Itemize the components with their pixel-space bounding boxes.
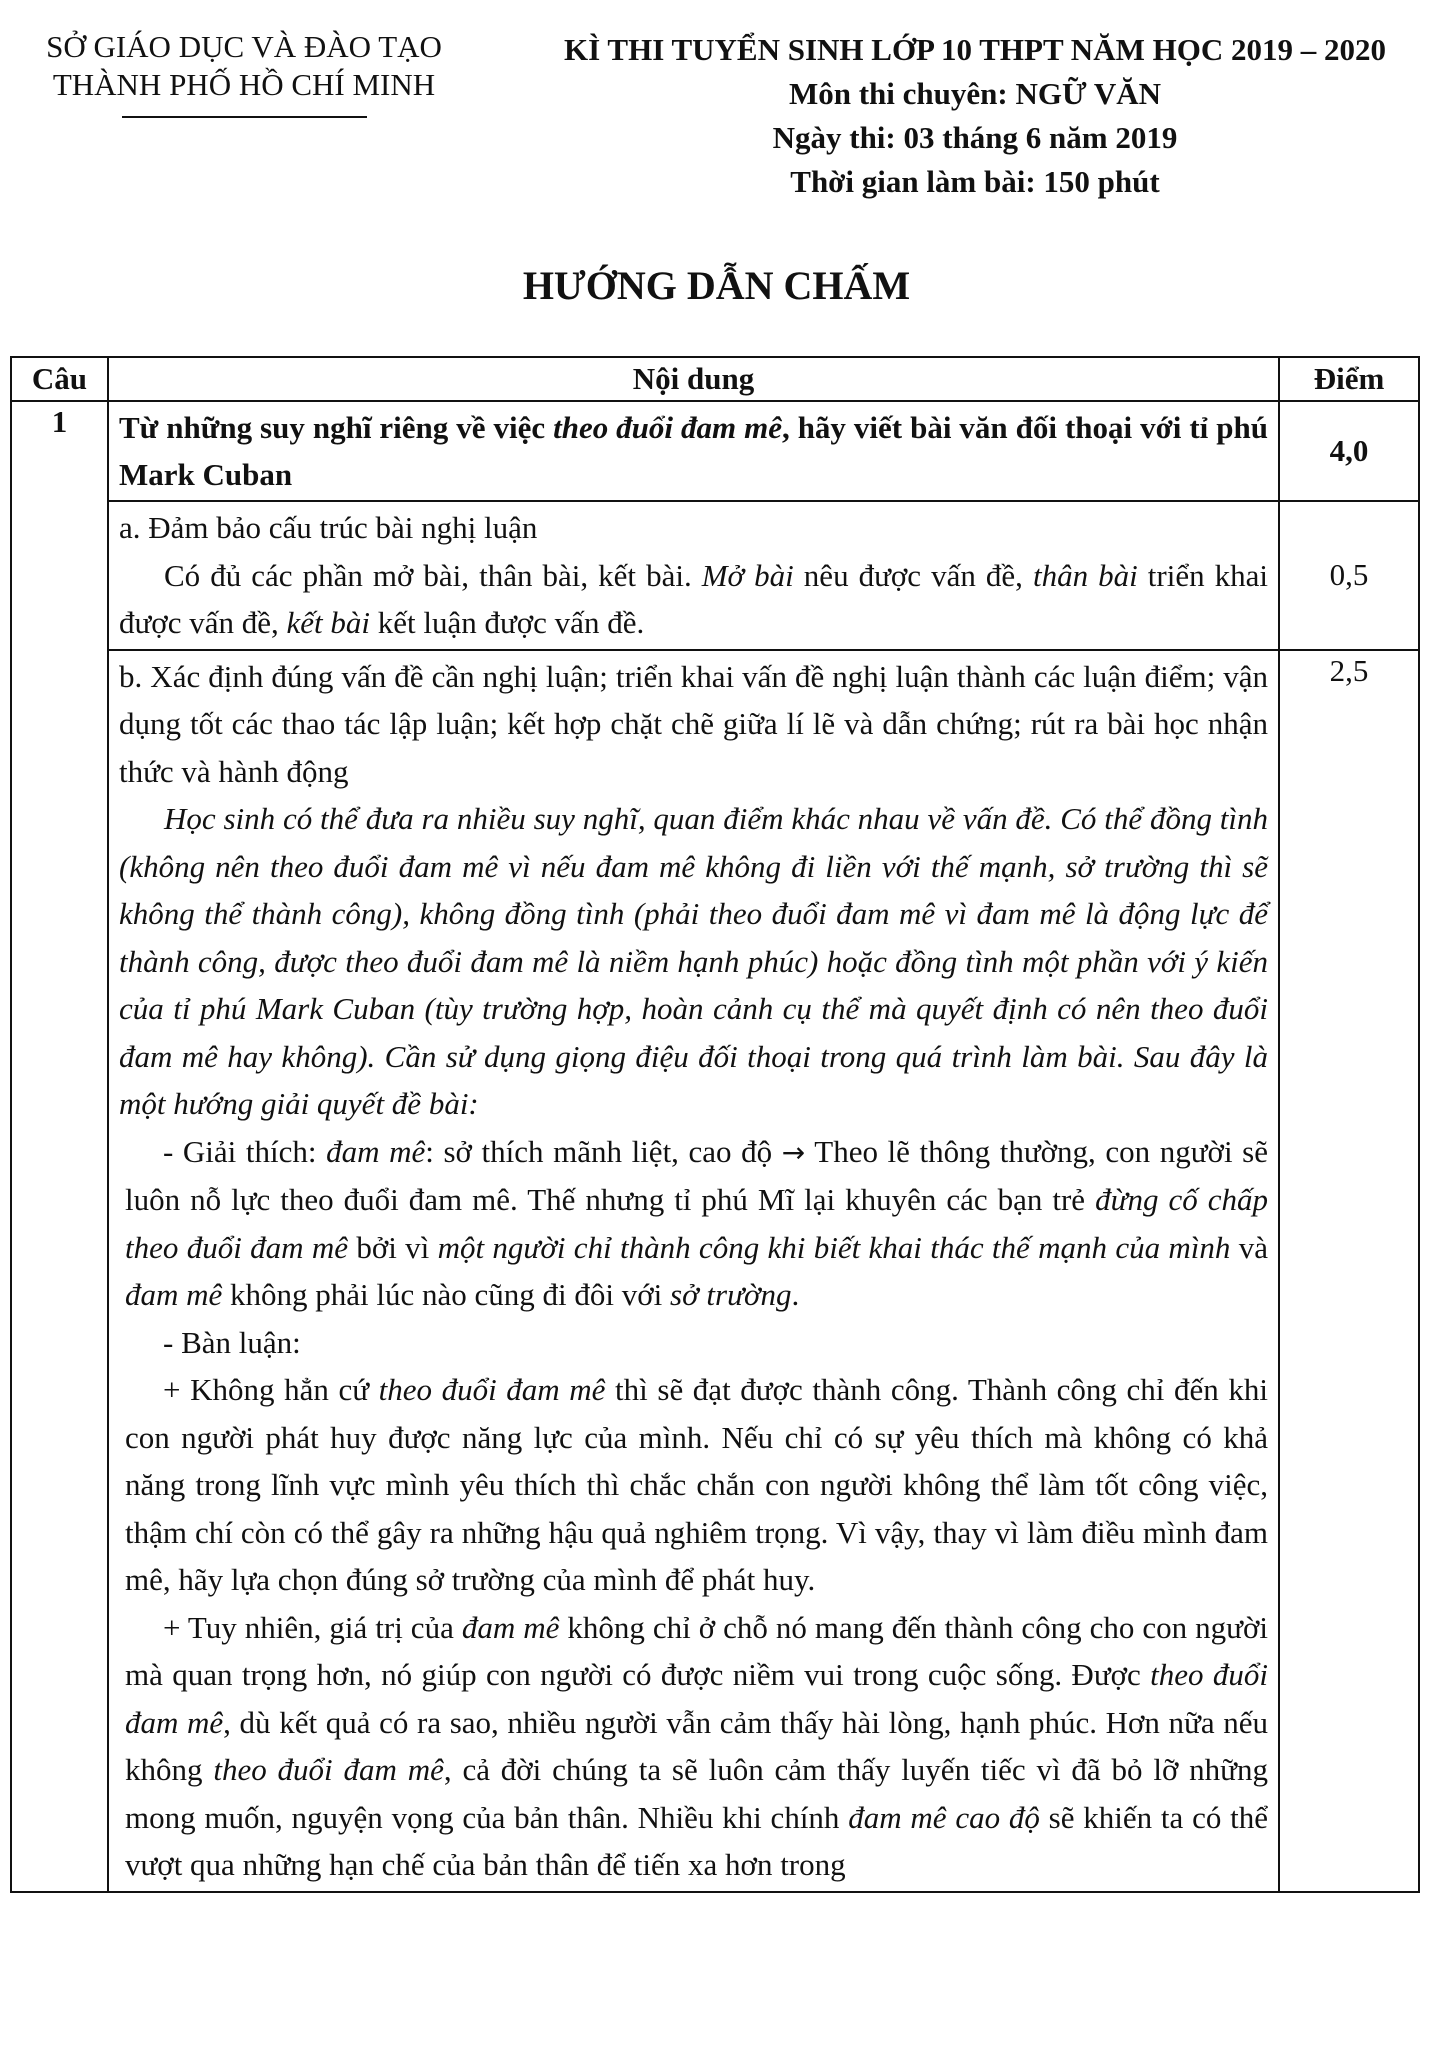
explain-span-10: không phải lúc nào cũng đi đôi với (222, 1277, 671, 1312)
part-a-span-2: Mở bài (701, 557, 794, 593)
header-question: Câu (11, 357, 108, 401)
part-a-span-4: thân bài (1032, 557, 1138, 593)
point2-span-6: theo đuổi đam mê (213, 1752, 444, 1787)
point2-span-4: theo đuổi đam mê (125, 1657, 1268, 1740)
point2-span-7: , cả đời chúng ta sẽ luôn cảm thấy luyến tiếc vì đã bỏ lỡ những mong muốn, nguyện vọng của bản thân. Nhiều khi chính (125, 1752, 1268, 1835)
arrow-right-icon: → (781, 1135, 806, 1169)
part-a-score: 0,5 (1279, 501, 1419, 650)
part-b-discuss-label: - Bàn luận: (163, 1324, 301, 1360)
point2-span-2: đam mê (461, 1609, 560, 1645)
point1-span-1: + Không hẳn cứ (163, 1372, 379, 1407)
part-a-span-1: Có đủ các phần mở bài, thân bài, kết bài. (164, 557, 702, 593)
table-header-row (11, 357, 1419, 401)
point1-span-3: thì sẽ đạt được thành công. Thành công chỉ đến khi con người phát huy được năng lực của mình. Nếu chỉ có sự yêu thích mà không có khả năng trong lĩnh vực mình yêu thích thì chắc chắn con người không thể làm tốt công việc, thậm chí còn có thể gây ra những hậu quả nghiêm trọng. Vì vậy, thay vì làm điều mình đam mê, hãy lựa chọn đúng sở trường của mình để phát huy. (125, 1372, 1268, 1597)
page-title: HƯỚNG DẪN CHẤM (522, 263, 911, 308)
header-underline (122, 116, 367, 118)
exam-name: KÌ THI TUYỂN SINH LỚP 10 THPT NĂM HỌC 2019 – 2020 (564, 32, 1386, 67)
exam-info (530, 28, 1420, 204)
question-row (11, 401, 1419, 501)
part-a-heading: a. Đảm bảo cấu trúc bài nghị luận (119, 510, 538, 545)
exam-duration: Thời gian làm bài: 150 phút (790, 164, 1160, 199)
authority-line-2: THÀNH PHỐ HỒ CHÍ MINH (52, 67, 436, 102)
explain-span-7: một người chỉ thành công khi biết khai thác thế mạnh của mình (437, 1229, 1231, 1265)
explain-span-8: và (1230, 1229, 1268, 1265)
point1-span-2: theo đuổi đam mê (378, 1372, 606, 1407)
explain-span-2: đam mê (326, 1133, 426, 1169)
part-b-explanation (119, 1128, 1268, 1319)
explain-span-3: : sở thích mãnh liệt, cao độ (425, 1133, 782, 1169)
explain-span-4: Theo lẽ thông thường, con người sẽ luôn nỗ lực theo đuổi đam mê. Thế nhưng tỉ phú Mĩ lại khuyên các bạn trẻ (125, 1133, 1268, 1217)
explain-span-1: - Giải thích: (163, 1133, 327, 1169)
grading-table (10, 356, 1420, 1893)
point2-span-5: , dù kết quả có ra sao, nhiều người vẫn cảm thấy hài lòng, hạnh phúc. Hơn nữa nếu không (125, 1704, 1268, 1787)
part-a-row (11, 501, 1419, 650)
point2-span-3: không chỉ ở chỗ nó mang đến thành công cho con người mà quan trọng hơn, nó giúp con người có được niềm vui trong cuộc sống. Được (125, 1609, 1268, 1692)
explain-span-12: . (791, 1277, 800, 1312)
part-a-span-7: kết luận được vấn đề. (369, 605, 645, 640)
header-score: Điểm (1279, 357, 1419, 401)
part-b-content (108, 650, 1279, 1892)
header-content: Nội dung (108, 357, 1279, 401)
explain-span-11: sở trường (670, 1277, 792, 1312)
question-title-emphasis: theo đuổi đam mê (553, 410, 782, 445)
issuing-authority (24, 28, 464, 104)
question-title (108, 401, 1279, 501)
authority-line-1: SỞ GIÁO DỤC VÀ ĐÀO TẠO (46, 29, 442, 64)
part-a-span-3: nêu được vấn đề, (793, 557, 1033, 593)
part-b-point-1 (119, 1366, 1268, 1604)
exam-subject: Môn thi chuyên: NGỮ VĂN (788, 76, 1161, 111)
part-b-guidance: Học sinh có thể đưa ra nhiều suy nghĩ, quan điểm khác nhau về vấn đề. Có thể đồng tình (không nên theo đuổi đam mê vì nếu đam mê không đi liền với thế mạnh, sở trường thì sẽ không thể thành công), không đồng tình (phải theo đuổi đam mê vì đam mê là động lực để thành công, được theo đuổi đam mê là niềm hạnh phúc) hoặc đồng tình một phần với ý kiến của tỉ phú Mark Cuban (tùy trường hợp, hoàn cảnh cụ thể mà quyết định có nên theo đuổi đam mê hay không). Cần sử dụng giọng điệu đối thoại trong quá trình làm bài. Sau đây là một hướng giải quyết đề bài: (119, 801, 1268, 1121)
part-a-span-5: triển khai được vấn đề, (119, 557, 1268, 640)
part-a-span-6: kết bài (286, 605, 370, 640)
question-number: 1 (11, 401, 108, 1892)
part-a-content (108, 501, 1279, 650)
question-title-text: Từ những suy nghĩ riêng về việc (119, 410, 554, 445)
part-b-row (11, 650, 1419, 1892)
question-score: 4,0 (1279, 401, 1419, 501)
exam-date: Ngày thi: 03 tháng 6 năm 2019 (772, 120, 1178, 155)
part-b-score: 2,5 (1279, 650, 1419, 1892)
explain-span-5: đừng cố chấp theo đuổi đam mê (125, 1182, 1268, 1265)
part-b-point-2 (119, 1604, 1268, 1889)
question-title-text-end: , hãy viết bài văn đối thoại với tỉ phú Mark Cuban (119, 410, 1268, 492)
part-a-text (119, 552, 1268, 647)
explain-span-9: đam mê (125, 1277, 223, 1312)
explain-span-6: bởi vì (348, 1229, 438, 1265)
point2-span-9: sẽ khiến ta có thể vượt qua những hạn chế của bản thân để tiến xa hơn trong (125, 1799, 1268, 1882)
point2-span-1: + Tuy nhiên, giá trị của (163, 1609, 462, 1645)
point2-span-8: đam mê cao độ (848, 1799, 1040, 1835)
part-b-intro: b. Xác định đúng vấn đề cần nghị luận; triển khai vấn đề nghị luận thành các luận điểm; vận dụng tốt các thao tác lập luận; kết hợp chặt chẽ giữa lí lẽ và dẫn chứng; rút ra bài học nhận thức và hành động (119, 658, 1268, 789)
